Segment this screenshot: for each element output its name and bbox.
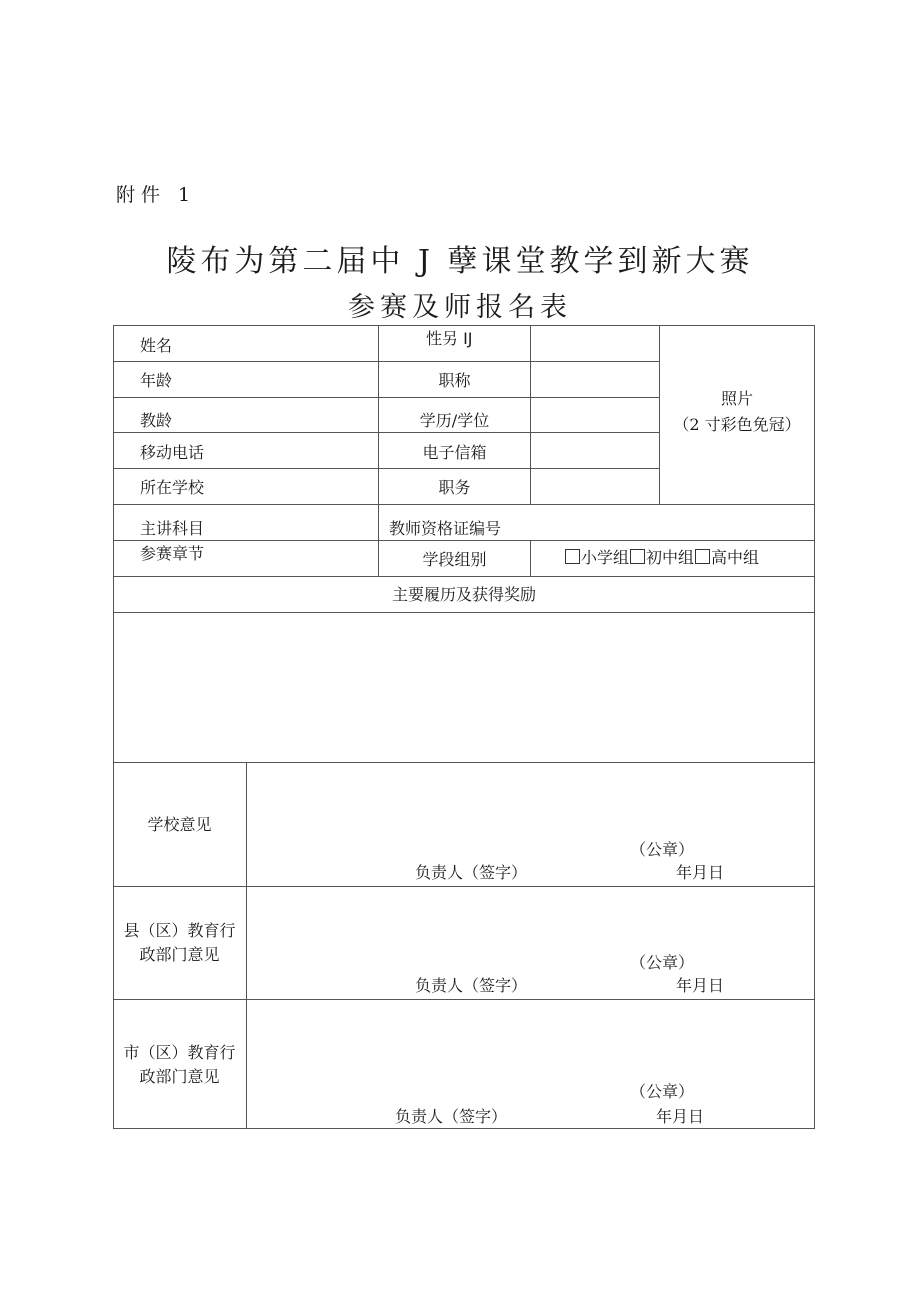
education-label: 学历/学位 (419, 411, 490, 430)
email-label: 电子信箱 (422, 443, 487, 462)
group-label: 学段组别 (422, 550, 487, 569)
city-opinion-line2: 政部门意见 (139, 1067, 220, 1086)
photo-note: （2 寸彩色免冠） (673, 415, 801, 434)
form-subtitle: 参赛及师报名表 (348, 292, 572, 323)
junior-option-label: 初中组 (646, 548, 695, 567)
gender-field[interactable] (531, 326, 658, 360)
form-title: 陵布为第二届中 J 孽课堂教学到新大赛 (166, 244, 754, 279)
junior-checkbox[interactable] (630, 549, 645, 564)
school-opinion-label: 学校意见 (147, 815, 212, 834)
school-signer: 负责人（签字） (415, 863, 528, 882)
primary-checkbox[interactable] (565, 549, 580, 564)
certificate-label: 教师资格证编号 (389, 519, 502, 538)
name-label: 姓名 (140, 336, 173, 355)
county-seal: （公章） (630, 953, 695, 972)
county-signer: 负责人（签字） (415, 976, 528, 995)
school-seal: （公章） (630, 840, 695, 859)
gender-label: 性另 IJ (426, 329, 473, 348)
age-label: 年龄 (140, 371, 173, 390)
subject-label: 主讲科目 (140, 519, 205, 538)
school-date: 年月日 (676, 863, 725, 882)
county-opinion-line2: 政部门意见 (139, 945, 220, 964)
mobile-label: 移动电话 (140, 443, 205, 462)
primary-option-label: 小学组 (581, 548, 630, 567)
county-date: 年月日 (676, 976, 725, 995)
group-options (564, 548, 759, 568)
chapter-label: 参赛章节 (140, 544, 205, 563)
resume-field[interactable] (114, 613, 814, 761)
job-title-label: 职称 (438, 371, 471, 390)
city-signer: 负责人（签字） (395, 1107, 508, 1126)
position-label: 职务 (438, 478, 471, 497)
registration-form (113, 325, 815, 1129)
senior-option-label: 高中组 (711, 548, 760, 567)
city-seal: （公章） (630, 1082, 695, 1101)
teaching-years-label: 教龄 (140, 411, 173, 430)
school-label: 所在学校 (140, 478, 205, 497)
attachment-label: 附件 1 (116, 184, 197, 206)
city-opinion-line1: 市（区）教育行 (123, 1043, 236, 1062)
city-date: 年月日 (656, 1107, 705, 1126)
county-opinion-line1: 县（区）教育行 (123, 921, 236, 940)
photo-label: 照片 (720, 389, 753, 408)
resume-label: 主要履历及获得奖励 (391, 585, 536, 604)
senior-checkbox[interactable] (695, 549, 710, 564)
